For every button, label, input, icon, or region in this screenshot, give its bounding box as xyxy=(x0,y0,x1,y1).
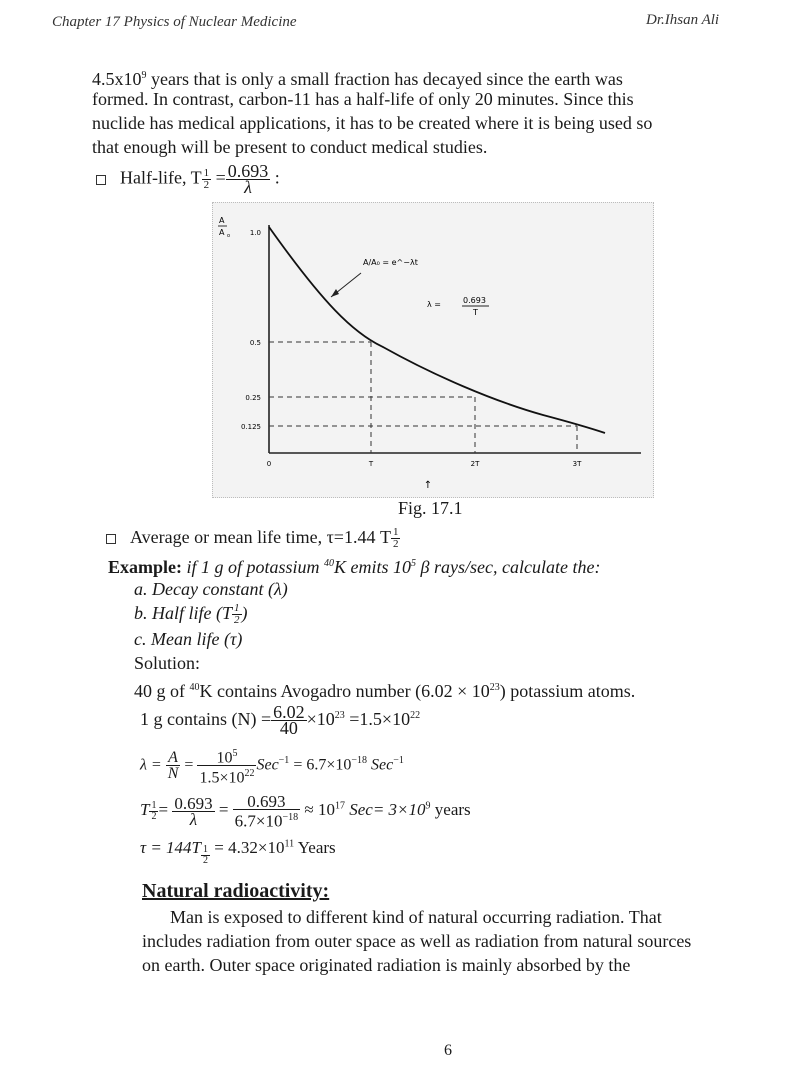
figure-caption: Fig. 17.1 xyxy=(398,498,463,518)
example-item-c: c. Mean life (τ) xyxy=(134,629,243,649)
header-chapter-title: Chapter 17 Physics of Nuclear Medicine xyxy=(52,14,297,30)
natural-line-2: includes radiation from outer space as well as radiation from natural sources xyxy=(142,931,692,951)
x-origin-label: 0 xyxy=(266,460,272,468)
natural-line-3: on earth. Outer space originated radiation is mainly absorbed by the xyxy=(142,955,631,975)
example-item-b: b. Half life (T $\frac{1}{2}$ ) xyxy=(134,602,248,627)
page-number: 6 xyxy=(444,1042,452,1059)
section-heading: Natural radioactivity: xyxy=(142,880,330,902)
bullet-icon xyxy=(96,175,106,185)
x-tick-label: 2T xyxy=(470,460,480,468)
intro-line-4: that enough will be present to conduct medical studies. xyxy=(92,137,488,157)
x-tick-label: T xyxy=(368,460,374,468)
solution-line-5: τ = 144T $\frac{1}{2}$ = $4.32\times 10^{11}$ Years xyxy=(140,838,336,866)
arrow-up-icon: ↑ xyxy=(423,480,433,491)
intro-line-1: $4.5x10^9$ years that is only a small fraction has decayed since the earth was xyxy=(92,69,623,89)
curve-equation-label: A/A₀ = e^−λt xyxy=(363,258,418,267)
y-tick-label: 0.25 xyxy=(245,394,261,402)
arrowhead-icon xyxy=(331,289,339,297)
y-tick-label: 1.0 xyxy=(249,229,261,237)
solution-label: Solution: xyxy=(134,653,201,673)
solution-line-4: T $\frac{1}{2}$ = $\frac{0.693}{\lambda}$ = $\frac{0.693}{6.7\times 10^{-18}}$ ≈ $10^{17}$ $Sec= 3\times 10^9$ years xyxy=(140,792,471,831)
example-item-a: a. Decay constant (λ) xyxy=(134,579,288,599)
x-tick-label: 3T xyxy=(572,460,582,468)
intro-line-2: formed. In contrast, carbon-11 has a half-life of only 20 minutes. Since this xyxy=(92,89,634,109)
bullet-icon xyxy=(106,534,116,544)
header-author: Dr.Ihsan Ali xyxy=(646,12,720,28)
mean-life-line: Average or mean life time, τ=1.44 T $\frac{1}{2}$ xyxy=(106,526,400,550)
y-tick-label: 0.5 xyxy=(249,339,261,347)
y-axis-label-den-sub: o xyxy=(227,233,231,239)
intro-line-3: nuclide has medical applications, it has to be created where it is being used so xyxy=(92,113,653,133)
solution-line-1: 40 g of $^{40}$K contains Avogadro number $(6.02 \times 10^{23})$ potassium atoms. xyxy=(134,681,636,701)
decay-curve-figure xyxy=(212,202,654,498)
y-axis-label-num: A xyxy=(219,216,225,225)
y-axis-label-den: A xyxy=(219,228,225,237)
halflife-formula: Half-life, T $\frac{1}{2}$ = $\frac{0.693}{\lambda}$ : xyxy=(96,164,280,195)
decay-curve xyxy=(269,227,605,433)
decay-curve-svg xyxy=(213,203,653,497)
lambda-den: T xyxy=(473,308,478,317)
solution-line-2: 1 g contains (N) = $\frac{6.02}{40}$ $\times 10^{23} =1.5\times 10^{22}$ xyxy=(140,702,421,739)
y-tick-label: 0.125 xyxy=(240,423,261,431)
lambda-num: 0.693 xyxy=(463,296,486,305)
lambda-label: λ = xyxy=(427,300,441,309)
natural-line-1: Man is exposed to different kind of natural occurring radiation. That xyxy=(170,907,662,927)
example-line: Example: if 1 g of potassium $^{40}$K emits $10^5$ β rays/sec, calculate the: xyxy=(108,557,601,577)
solution-line-3: λ = $\frac{A}{N}$ = $\frac{10^5}{1.5\times 10^{22}}$ $Sec^{-1} = 6.7\times 10^{-18}$ Sec$^{-1}$ xyxy=(140,748,404,787)
